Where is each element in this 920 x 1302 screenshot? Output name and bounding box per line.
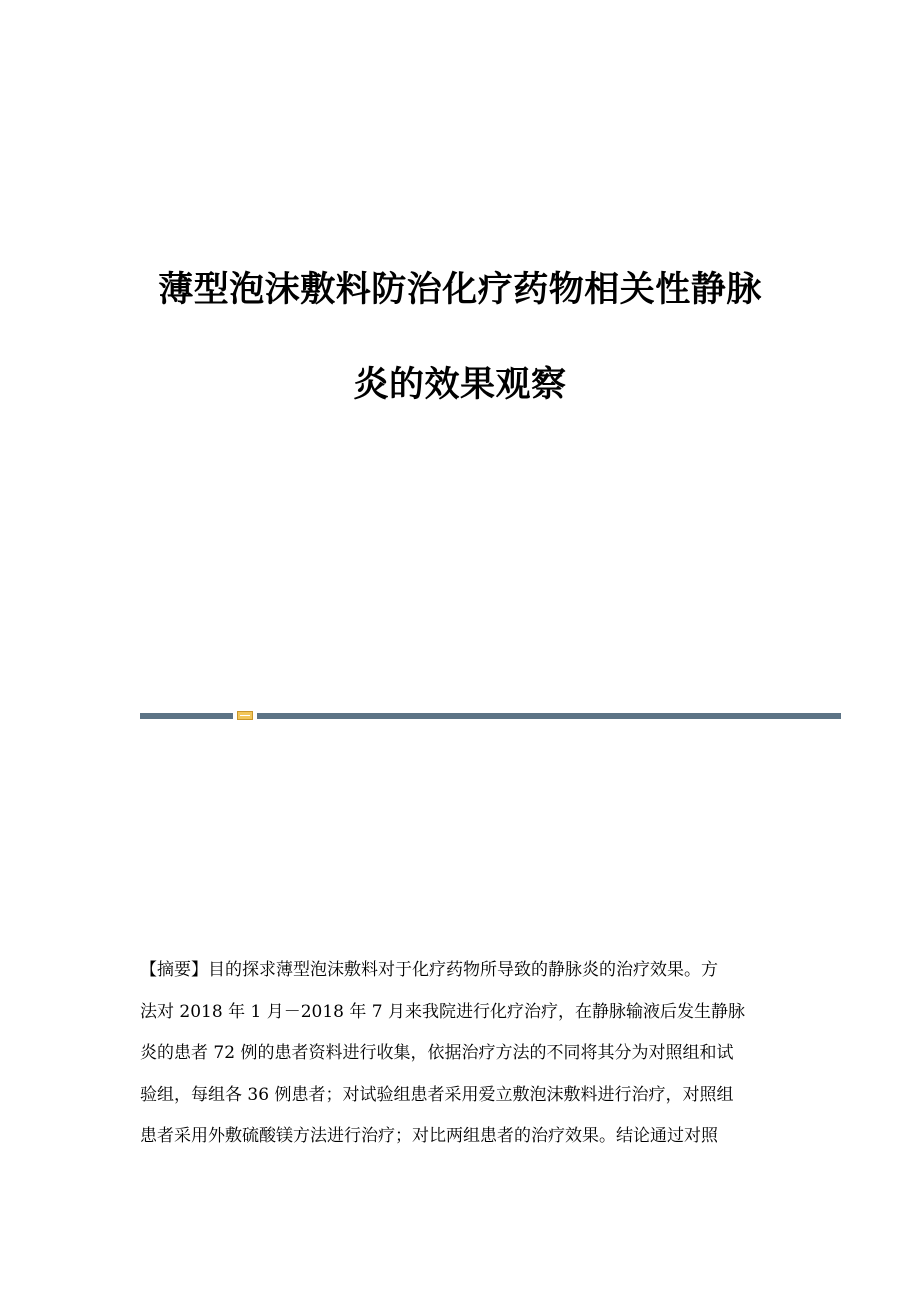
abstract-paragraph: [140, 950, 780, 1158]
document-title-line-2: 炎的效果观察: [353, 364, 567, 405]
document-title-line-1: 薄型泡沫敷料防治化疗药物相关性静脉: [158, 269, 762, 310]
abstract-line: 法对 2018 年 1 月－2018 年 7 月来我院进行化疗治疗，在静脉输液后发生静脉: [140, 1001, 745, 1022]
divider-bar-right: [257, 713, 841, 719]
abstract-line: 验组，每组各 36 例患者；对试验组患者采用爱立敷泡沫敷料进行治疗，对照组: [140, 1084, 734, 1105]
divider-bar-left: [140, 713, 233, 719]
section-divider: [140, 711, 841, 720]
abstract-line: 炎的患者 72 例的患者资料进行收集，依据治疗方法的不同将其分为对照组和试: [140, 1043, 734, 1063]
divider-ornament-icon: [237, 711, 253, 720]
abstract-line: 患者采用外敷硫酸镁方法进行治疗；对比两组患者的治疗效果。结论通过对照: [140, 1126, 718, 1146]
abstract-line: 【摘要】目的探求薄型泡沫敷料对于化疗药物所导致的静脉炎的治疗效果。方: [140, 960, 718, 980]
